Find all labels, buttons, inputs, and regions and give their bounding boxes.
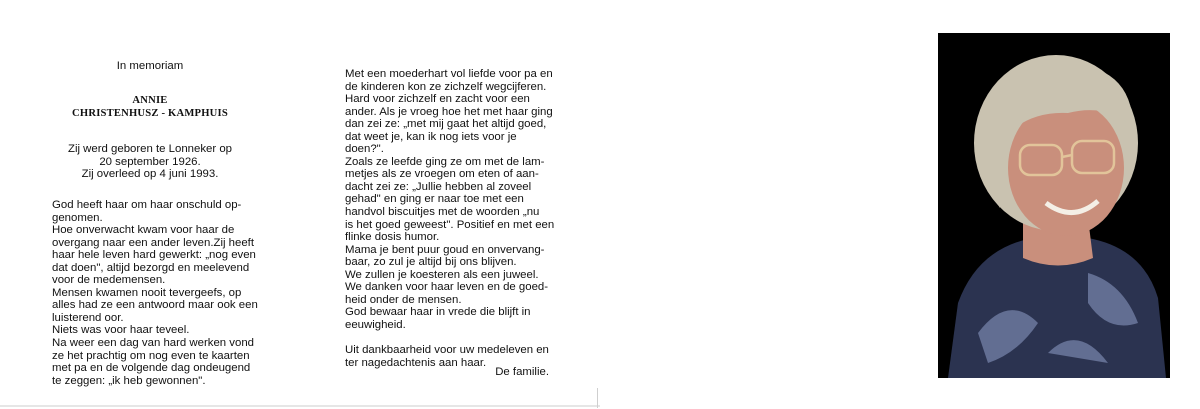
text-line: heid onder de mensen.	[345, 293, 462, 306]
text-line: Hoe onverwacht kwam voor haar de	[52, 224, 235, 237]
text-line: ander. Als je vroeg hoe het met haar ging	[345, 105, 553, 118]
text-line: alles had ze een antwoord maar ook een	[52, 299, 258, 312]
text-line: dat weet je, kan ik nog iets voor je	[345, 130, 517, 143]
text-line: dan zei ze: „met mij gaat het altijd goed,	[345, 118, 547, 131]
text-line: We zullen je koesteren als een juweel.	[345, 268, 539, 281]
text-line: Hard voor zichzelf en zacht voor een	[345, 93, 530, 106]
text-line: baar, zo zul je altijd bij ons blijven.	[345, 256, 517, 269]
text-line: te zeggen: „ik heb gewonnen".	[52, 374, 206, 387]
left-paragraph	[52, 199, 302, 387]
birth-line-1: Zij werd geboren te Lonneker op	[67, 143, 232, 155]
portrait-image	[938, 33, 1170, 378]
family-signature: De familie.	[495, 366, 549, 378]
text-line: handvol biscuitjes met de woorden „nu	[345, 206, 540, 219]
text-line: overgang naar een ander leven.Zij heeft	[52, 236, 255, 249]
right-paragraph	[345, 68, 565, 369]
closing-line: Uit dankbaarheid voor uw medeleven en	[345, 344, 549, 357]
portrait-photo	[938, 33, 1170, 378]
text-line: We danken voor haar leven en de goed-	[345, 281, 549, 294]
text-line: metjes als ze vroegen om eten of aan-	[345, 168, 539, 181]
card-bottom-edge	[0, 405, 600, 407]
text-line: doen?".	[345, 143, 384, 156]
name-full: CHRISTENHUSZ - KAMPHUIS	[72, 107, 228, 119]
life-dates	[45, 143, 255, 181]
text-line: dacht zei ze: „Jullie hebben al zoveel	[345, 180, 532, 193]
memoriam-heading: In memoriam	[116, 60, 184, 72]
text-line: God bewaar haar in vrede die blijft in	[345, 306, 531, 319]
birth-line-2: 20 september 1926.	[99, 155, 201, 168]
closing-line: ter nagedachtenis aan haar.	[345, 356, 487, 369]
text-line: is het goed geweest". Positief en met een	[345, 218, 555, 231]
text-line: Zoals ze leefde ging ze om met de lam-	[345, 155, 545, 168]
text-line: met pa en de volgende dag ondeugend	[52, 362, 251, 375]
text-line: luisterend oor.	[52, 311, 124, 324]
text-line: dat doen", altijd bezorgd en meelevend	[52, 261, 250, 274]
text-line: eeuwigheid.	[345, 318, 406, 331]
text-line: God heeft haar om haar onschuld op-	[52, 199, 242, 211]
text-line: Met een moederhart vol liefde voor pa en	[345, 68, 553, 80]
deceased-name	[40, 95, 260, 120]
text-line: voor de medemensen.	[52, 274, 166, 287]
text-line: Niets was voor haar teveel.	[52, 324, 190, 337]
text-line: flinke dosis humor.	[345, 231, 440, 244]
card-fold-mark	[597, 388, 605, 408]
text-line: Na weer een dag van hard werken vond	[52, 337, 254, 350]
text-line: ze het prachtig om nog even te kaarten	[52, 349, 250, 362]
death-line: Zij overleed op 4 juni 1993.	[81, 168, 219, 180]
text-line: Mensen kwamen nooit tevergeefs, op	[52, 286, 242, 299]
text-line: genomen.	[52, 211, 103, 224]
text-line: haar hele leven hard gewerkt: „nog even	[52, 249, 256, 262]
text-line: Mama je bent puur goud en onvervang-	[345, 243, 545, 256]
text-line: de kinderen kon ze zichzelf wegcijferen.	[345, 80, 547, 93]
name-first: ANNIE	[132, 95, 168, 106]
text-line: gehad" en ging er naar toe met een	[345, 193, 524, 206]
